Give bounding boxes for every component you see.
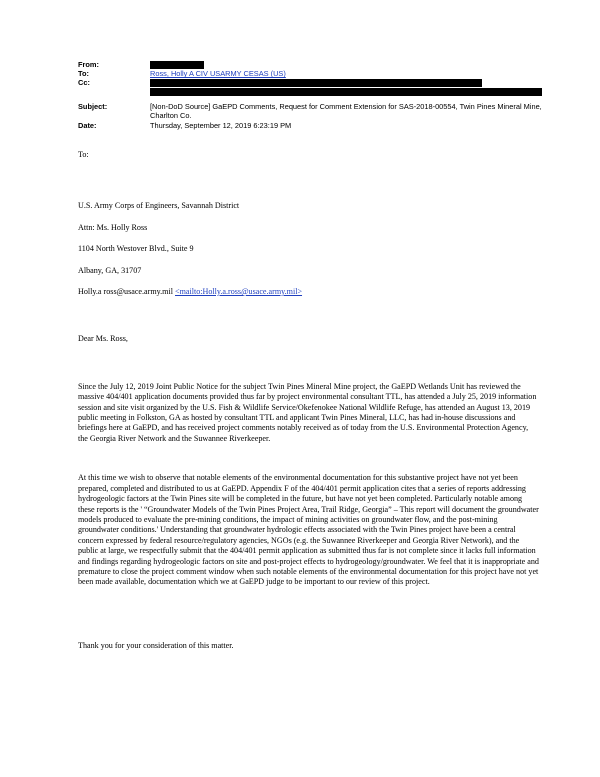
email-plain: Holly.a ross@usace.army.mil bbox=[78, 287, 173, 297]
salutation: Dear Ms. Ross, bbox=[78, 334, 128, 344]
to-recipient-link[interactable]: Ross, Holly A CIV USARMY CESAS (US) bbox=[150, 69, 286, 79]
address-attn: Attn: Ms. Holly Ross bbox=[78, 222, 148, 232]
redacted-cc bbox=[150, 79, 482, 87]
to-row bbox=[78, 69, 558, 78]
address-city: Albany, GA, 31707 bbox=[78, 265, 142, 275]
email-header bbox=[78, 60, 558, 130]
email-mailto-link[interactable]: <mailto:Holly.a.ross@usace.army.mil> bbox=[175, 287, 303, 297]
paragraph-1: Since the July 12, 2019 Joint Public Notice for the subject Twin Pines Mineral Mine project, the GaEPD Wetlands Unit has reviewed the massive 404/401 application documents provided thus far by project environmental consultant TTL, has attended a July 25, 2019 information session and site visit organized by the U.S. Fish & Wildlife Service/Okefenokee National Wildlife Refuge, has attended an August 13, 2019 public meeting in Folkston, GA as hosted by consultant TTL and applicant Twin Pines Mineral, LLC, has had in-house discussions and briefings here at GaEPD, and has received project comments notably received as of today from the U.S. Environmental Protection Agency, the Georgia River Network and the Suwannee Riverkeeper. bbox=[78, 381, 537, 443]
from-row bbox=[78, 60, 558, 69]
paragraph-2: At this time we wish to observe that notable elements of the environmental documentation for this substantive project have not yet been prepared, completed and distributed to us at GaEPD. Appendix F of the 404/401 permit application cites that a series of reports addressing hydrogeologic factors at the Twin Pines site will be completed in the future, but have not yet been completed. Particularly notable among these reports is the ' “Groundwater Models of the Twin Pines Project Area, Trail Ridge, Georgia” – This report will document the groundwater models produced to evaluate the pre-mining conditions, the impact of mining activities on groundwater flow, and the post-mining groundwater conditions.' Understanding that groundwater hydrologic effects associated with the Twin Pines project have been a central concern expressed by federal resource/regulatory agencies, NGOs (e.g. the Suwannee Riverkeeper and Georgia River Network), and the public at large, we respectfully submit that the 404/401 permit application as submitted thus far is not complete since it lacks full information and findings regarding hydrogeologic factors on site and post-project effects to hydrogeology/groundwater. We feel that it is inappropriate and premature to close the project comment window when such notable elements of the environmental documentation for this project have not yet been made available, documentation which we at GaEPD judge to be important to our review of this project. bbox=[78, 473, 539, 587]
to-label: To: bbox=[78, 69, 89, 79]
address-street: 1104 North Westover Blvd., Suite 9 bbox=[78, 244, 194, 254]
letter-body bbox=[78, 150, 540, 651]
to-line: To: bbox=[78, 150, 89, 159]
redacted-from bbox=[150, 61, 204, 69]
subject-label: Subject: bbox=[78, 102, 108, 112]
redacted-cc-2 bbox=[150, 88, 542, 96]
cc-row bbox=[78, 78, 558, 87]
closing: Thank you for your consideration of this matter. bbox=[78, 640, 234, 650]
from-label: From: bbox=[78, 60, 99, 69]
address-org: U.S. Army Corps of Engineers, Savannah District bbox=[78, 201, 240, 211]
email-line bbox=[78, 287, 540, 297]
cc-label: Cc: bbox=[78, 78, 90, 88]
date-row bbox=[78, 121, 558, 130]
subject-value: [Non-DoD Source] GaEPD Comments, Request for Comment Extension for SAS-2018-00554, Twin Pines Mineral Mine, Charlton Co. bbox=[150, 102, 542, 121]
cc-row-2 bbox=[78, 87, 558, 99]
subject-row bbox=[78, 102, 558, 120]
date-value: Thursday, September 12, 2019 6:23:19 PM bbox=[150, 121, 292, 131]
date-label: Date: bbox=[78, 121, 97, 131]
